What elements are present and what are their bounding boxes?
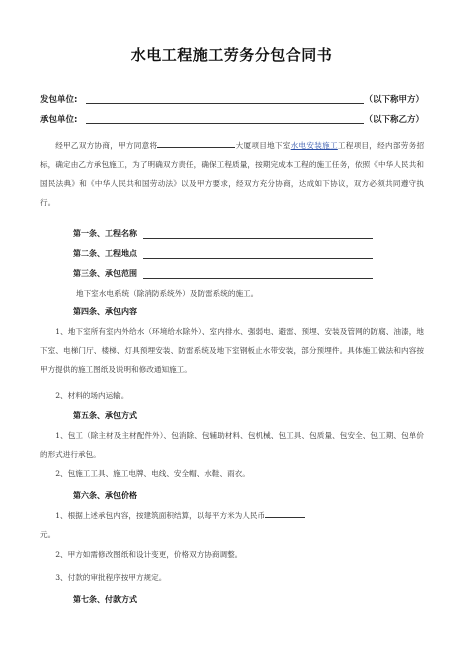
article-2-heading: 第二条、工程地点 <box>73 249 137 258</box>
article-2-blank <box>143 258 373 259</box>
article-5-item-1: 1、包工（除主材及主材配件外）、包消除、包辅助材料、包机械、包工具、包质量、包安全、包工期、包单价的形式进行承包。 <box>40 431 424 459</box>
article-1-heading: 第一条、工程名称 <box>73 229 137 238</box>
article-4-heading: 第四条、承包内容 <box>73 307 137 316</box>
intro-link[interactable]: 水电安装施工 <box>290 141 338 150</box>
article-6-item-1-text: 1、根据上述承包内容，按建筑面积结算，以每平方米为人民币 <box>55 511 266 520</box>
intro-part3: 工程项目，经内部劳务招标，确定由乙方承包施工，为了明确双方责任，确保工程质量，按期完成本工程的施工任务，依照《中华人民共和国民法典》和《中华人民共和国劳动法》以及甲方要求，经双方充分协商，达成如下协议，双方必须共同遵守执行。 <box>40 141 425 207</box>
article-6-item-1-cont: 元。 <box>40 530 56 539</box>
unit-price-blank <box>265 516 305 518</box>
party-b-suffix: （以下称乙方） <box>364 115 424 125</box>
party-b-label: 承包单位: <box>40 115 78 125</box>
article-7-heading: 第七条、付款方式 <box>73 595 137 604</box>
article-3-text: 地下室水电系统（除消防系统外）及防雷系统的施工。 <box>76 289 259 298</box>
party-b-blank <box>86 123 364 124</box>
article-4-item-1: 1、地下室所有室内外给水（环境给水除外）、室内排水、强弱电、避雷、预埋、安装及管网的防腐、油漆，地下室、电梯门厅、楼梯、灯具预埋安装、防雷系统及地下室钢板止水带安装，部分预埋件。具体施工做法和内容按甲方提供的施工图纸及说明和修改通知施工。 <box>40 327 424 374</box>
intro-paragraph <box>40 136 424 212</box>
party-a-suffix: （以下称甲方） <box>364 95 424 105</box>
article-2-row <box>73 248 373 260</box>
party-b-row <box>40 113 424 125</box>
article-5-heading: 第五条、承包方式 <box>73 411 137 420</box>
article-6-item-2: 2、甲方如需修改图纸和设计变更，价格双方协商调整。 <box>55 550 243 559</box>
article-6-item-3: 3、付款的审批程序按甲方规定。 <box>55 573 167 582</box>
article-3-heading: 第三条、承包范围 <box>73 269 137 278</box>
document-title: 水电工程施工劳务分包合同书 <box>130 46 333 64</box>
project-name-blank <box>157 146 235 148</box>
party-a-row <box>40 93 424 105</box>
intro-part2: 大厦项目地下室 <box>235 141 291 150</box>
article-6-item-1 <box>40 506 424 525</box>
article-3-row <box>73 268 373 280</box>
party-a-label: 发包单位: <box>40 95 78 105</box>
article-3-blank <box>143 278 373 279</box>
article-1-row <box>73 228 373 240</box>
intro-part1: 经甲乙双方协商，甲方同意将 <box>55 141 158 150</box>
article-6-heading: 第六条、承包价格 <box>73 491 137 500</box>
article-5-item-2: 2、包施工工具、施工电牌、电线、安全帽、水鞋、雨衣。 <box>55 469 250 478</box>
party-a-blank <box>86 103 364 104</box>
article-1-blank <box>143 238 373 239</box>
article-4-item-2: 2、材料的场内运输。 <box>55 391 129 400</box>
